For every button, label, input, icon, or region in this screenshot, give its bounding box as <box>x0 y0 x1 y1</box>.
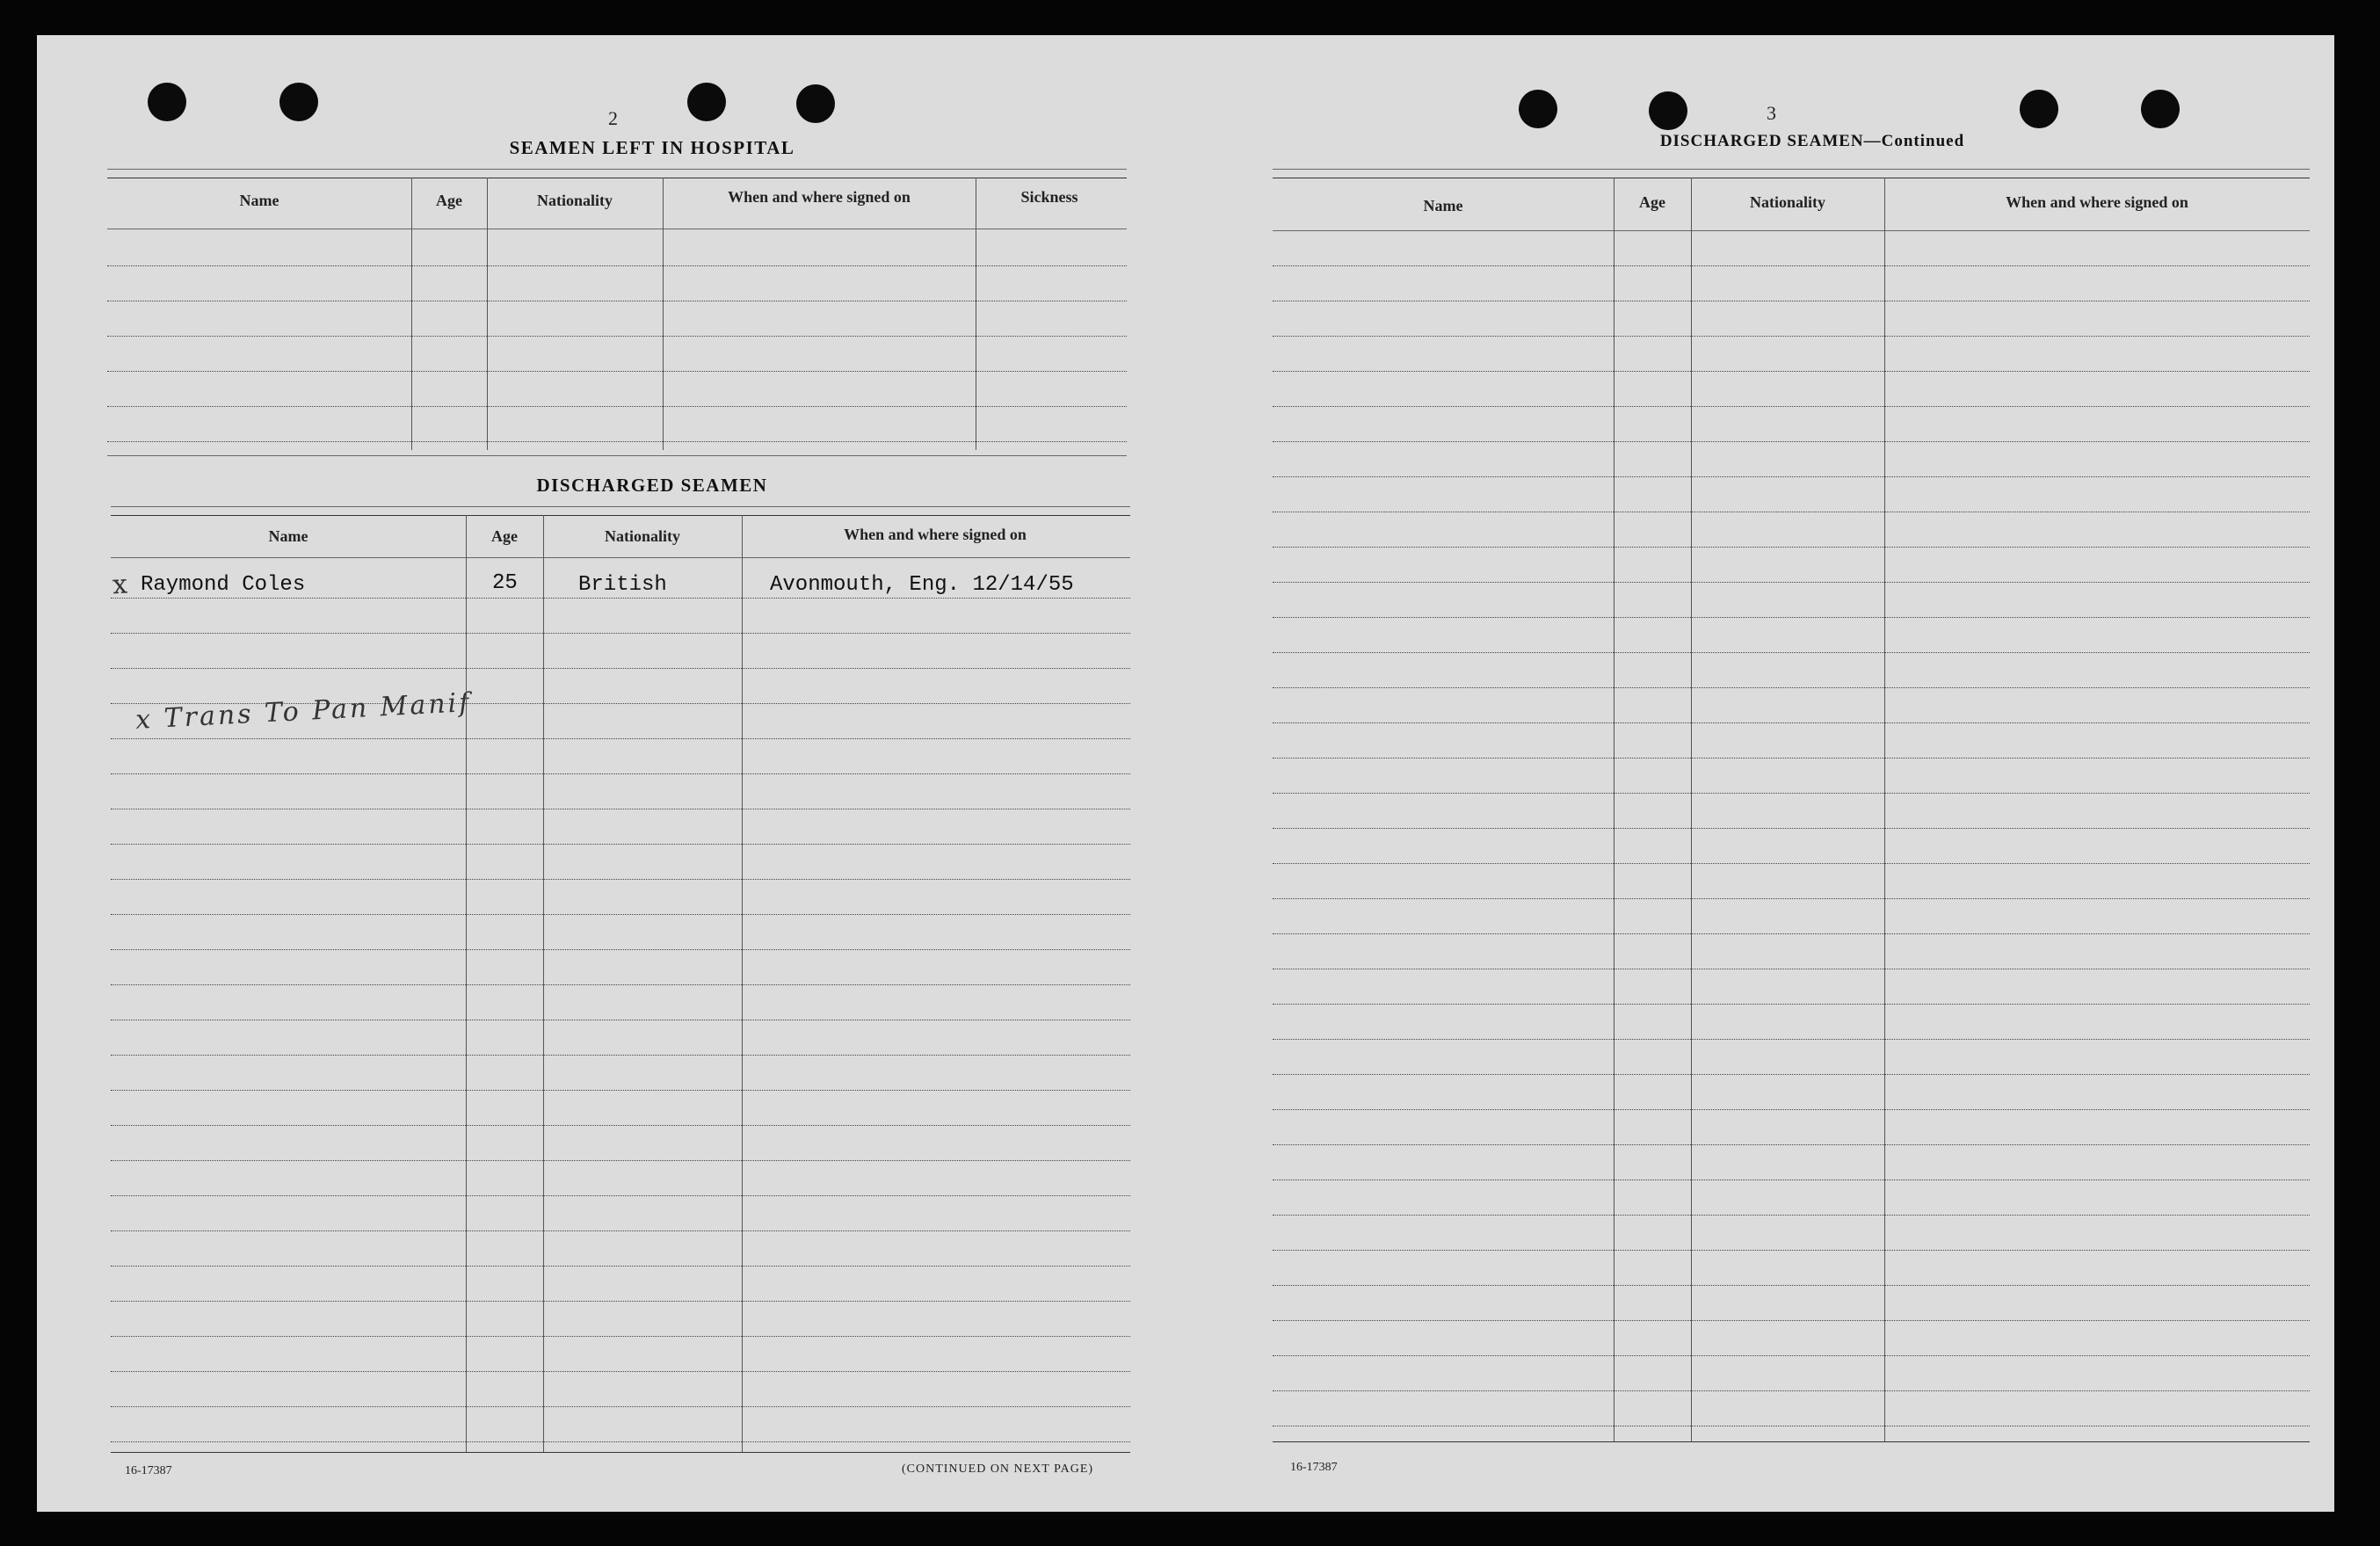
right-col-signed-on: When and where signed on <box>2006 193 2188 211</box>
discharged-col-name: Name <box>268 527 308 545</box>
document-sheet <box>37 35 2334 1512</box>
left-page-number: 2 <box>608 107 618 129</box>
row-check-mark: x <box>112 569 128 601</box>
left-form-number: 16-17387 <box>125 1464 172 1477</box>
table-row-nationality: British <box>578 573 667 597</box>
continued-note: (CONTINUED ON NEXT PAGE) <box>902 1463 1094 1476</box>
right-page-number: 3 <box>1767 102 1776 124</box>
hospital-col-nationality: Nationality <box>536 192 613 209</box>
hospital-col-age: Age <box>436 192 462 209</box>
punch-hole <box>796 84 835 123</box>
discharged-col-nationality: Nationality <box>604 527 680 545</box>
punch-hole <box>148 83 186 121</box>
hospital-col-name: Name <box>239 192 279 209</box>
right-col-age: Age <box>1639 193 1665 211</box>
table-row-age: 25 <box>492 571 518 595</box>
punch-hole <box>279 83 318 121</box>
punch-hole <box>1519 90 1557 128</box>
hospital-col-signed-on: When and where signed on <box>728 188 911 206</box>
table-row-name: Raymond Coles <box>141 573 306 597</box>
punch-hole <box>2020 90 2058 128</box>
punch-hole <box>687 83 726 121</box>
discharged-col-age: Age <box>491 527 518 545</box>
punch-hole <box>2141 90 2180 128</box>
right-col-nationality: Nationality <box>1749 193 1825 211</box>
hospital-col-sickness: Sickness <box>1020 188 1078 206</box>
discharged-section-title: DISCHARGED SEAMEN <box>536 475 768 496</box>
right-col-name: Name <box>1423 197 1463 214</box>
discharged-col-signed-on: When and where signed on <box>844 526 1027 543</box>
hospital-section-title: SEAMEN LEFT IN HOSPITAL <box>509 137 795 158</box>
right-section-title: DISCHARGED SEAMEN—Continued <box>1659 132 1965 150</box>
table-row-signed-on: Avonmouth, Eng. 12/14/55 <box>770 573 1074 597</box>
punch-hole <box>1649 91 1687 130</box>
handwritten-note: x Trans To Pan Manif <box>134 687 473 736</box>
right-form-number: 16-17387 <box>1290 1461 1338 1474</box>
